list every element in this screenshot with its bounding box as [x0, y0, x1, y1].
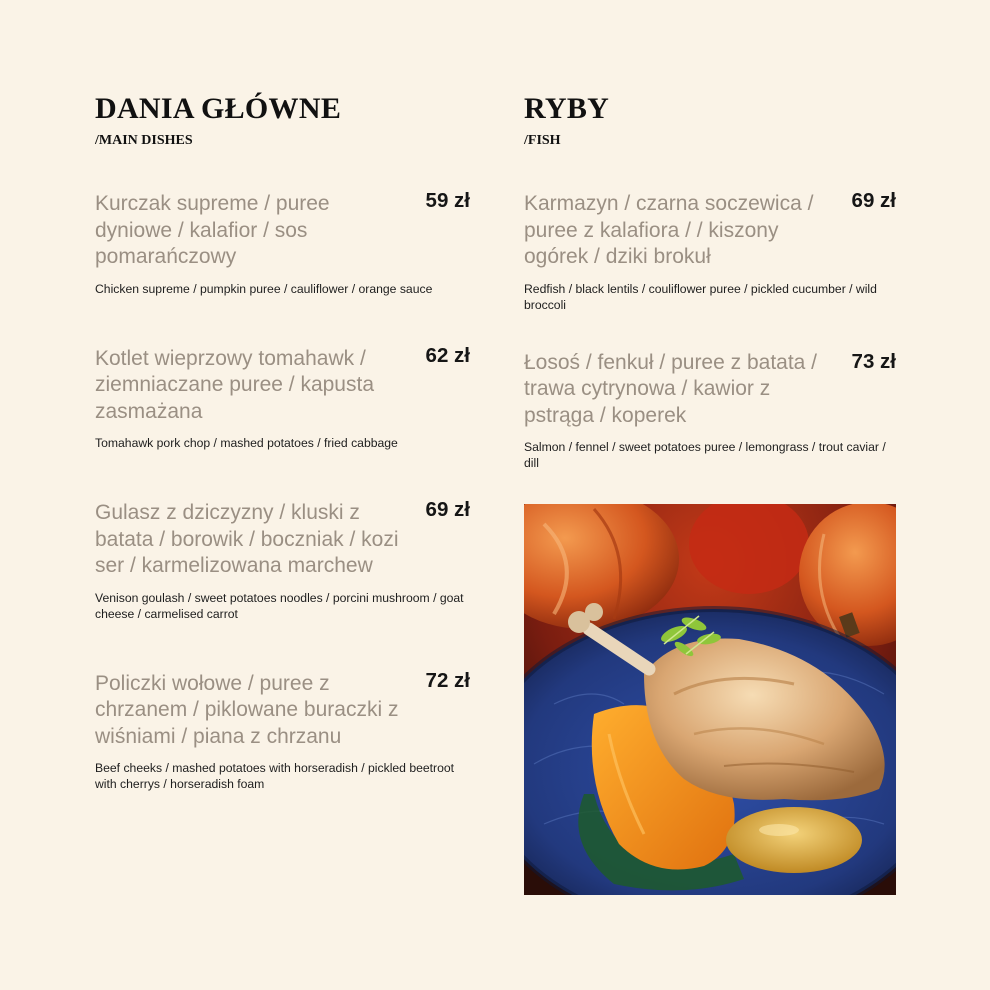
dish-price: 59 zł [425, 189, 470, 212]
menu-item [95, 343, 470, 452]
dish-description: Venison goulash / sweet potatoes noodles / porcini mushroom / goat cheese / carmelised carrot [95, 590, 464, 621]
dish-description: Tomahawk pork chop / mashed potatoes / fried cabbage [95, 436, 398, 450]
main-dishes-section [95, 92, 470, 841]
section-subtitle-fish: /FISH [524, 133, 561, 148]
menu-item [95, 191, 470, 297]
section-title-fish: RYBY [524, 92, 610, 125]
dish-name: Łosoś / fenkuł / puree z batata / trawa cytrynowa / kawior z pstrąga / koperek [524, 350, 818, 427]
menu-item [95, 668, 470, 793]
dish-photo [524, 504, 896, 895]
dish-description: Beef cheeks / mashed potatoes with horseradish / pickled beetroot with cherrys / horseradish foam [95, 761, 455, 791]
fish-section [524, 92, 896, 508]
dish-name: Karmazyn / czarna soczewica / puree z kalafiora / / kiszony ogórek / dziki brokuł [524, 192, 814, 268]
dish-description: Redfish / black lentils / couliflower puree / pickled cucumber / wild broccoli [524, 281, 877, 312]
dish-name: Kurczak supreme / puree dyniowe / kalafior / sos pomarańczowy [95, 192, 330, 268]
section-subtitle-main-dishes: /MAIN DISHES [95, 133, 193, 148]
dish-description: Chicken supreme / pumpkin puree / cauliflower / orange sauce [95, 281, 433, 296]
menu-item [95, 500, 470, 622]
dish-price: 69 zł [851, 189, 896, 212]
dish-price: 72 zł [425, 668, 470, 692]
dish-name: Kotlet wieprzowy tomahawk / ziemniaczane puree / kapusta zasmażana [95, 346, 374, 423]
dish-price: 69 zł [425, 498, 470, 521]
section-title-main-dishes: DANIA GŁÓWNE [95, 92, 342, 125]
menu-item [524, 350, 896, 472]
menu-item [524, 191, 896, 313]
dish-name: Gulasz z dziczyzny / kluski z batata / borowik / boczniak / kozi ser / karmelizowana marchew [95, 501, 399, 577]
menu-list [524, 191, 896, 471]
menu-list [95, 191, 470, 792]
dish-name: Policzki wołowe / puree z chrzanem / piklowane buraczki z wiśniami / piana z chrzanu [95, 671, 399, 748]
dish-price: 62 zł [425, 343, 470, 367]
dish-description: Salmon / fennel / sweet potatoes puree / lemongrass / trout caviar / dill [524, 440, 886, 470]
dish-price: 73 zł [851, 349, 896, 373]
